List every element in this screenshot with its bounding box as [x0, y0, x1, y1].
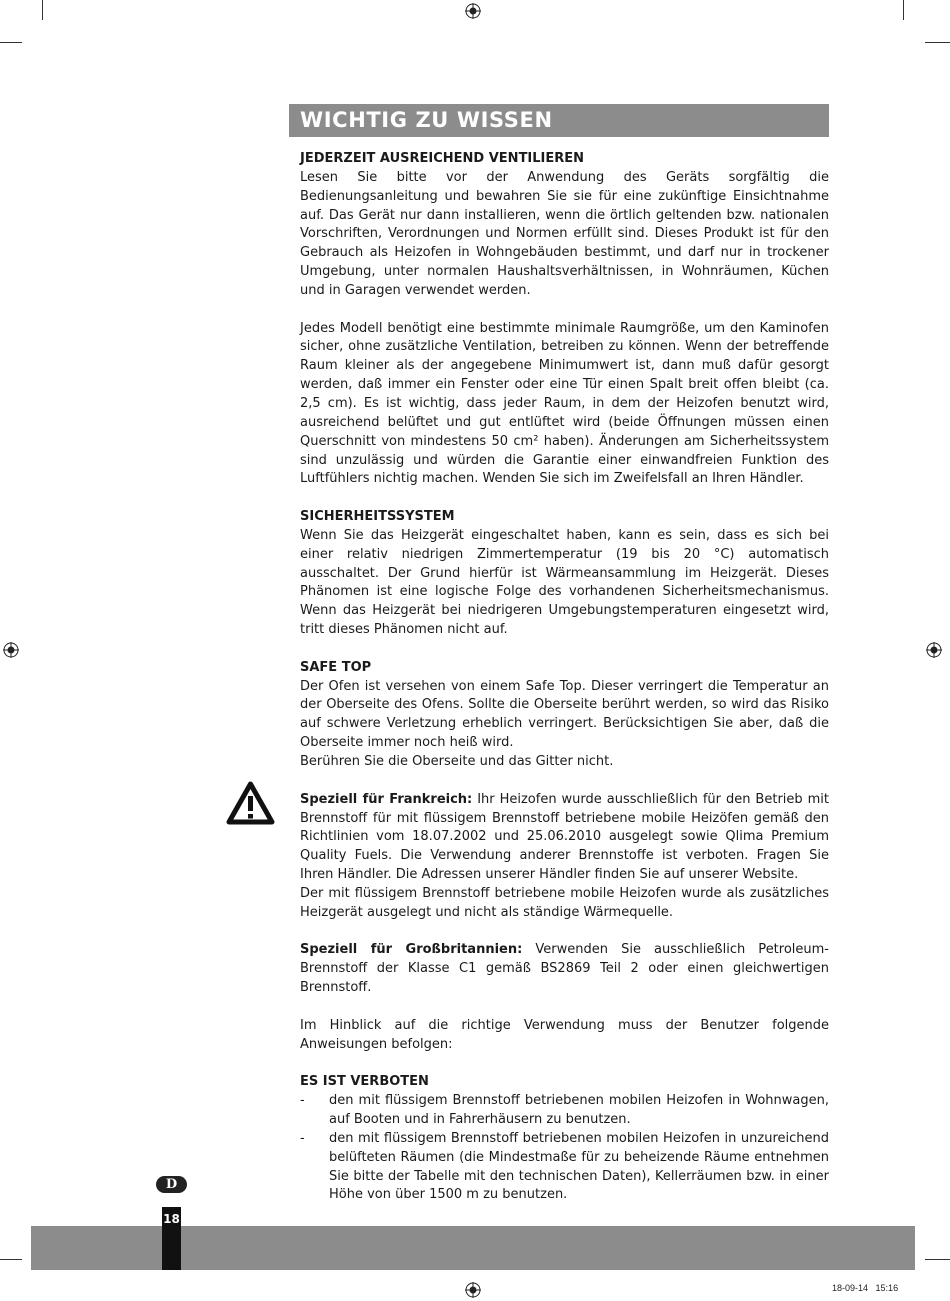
- uk-text: Verwenden Sie ausschließlich Petroleum-Brennstoff der Klasse C1 gemäß BS2869 Teil 2 oder einen gleichwertigen Brennstoff.: [300, 942, 829, 996]
- list-item-text: den mit flüssigem Brennstoff betriebenen mobilen Heizofen in unzureichend belüfteten Räumen (die Mindestmaße für zu beheizende Räume entnehmen Sie bitte der Tabelle mit den technischen Daten), Kellerräumen bzw. in einer Höhe von über 1500 m zu benutzen.: [329, 1130, 829, 1203]
- warning-triangle-icon: [226, 781, 275, 826]
- usage-intro: Im Hinblick auf die richtige Verwendung muss der Benutzer folgende Anweisungen befolgen:: [300, 1017, 829, 1052]
- france-label: Speziell für Frankreich:: [300, 791, 473, 807]
- crop-mark: [42, 0, 43, 20]
- section-heading-ventilation: JEDERZEIT AUSREICHEND VENTILIEREN: [300, 151, 585, 166]
- section-heading-forbidden: ES IST VERBOTEN: [300, 1074, 429, 1090]
- crop-mark: [925, 42, 950, 43]
- document-body: [300, 150, 829, 1205]
- section-heading-safety-system: SICHERHEITSSYSTEM: [300, 509, 455, 525]
- page-number: 18: [162, 1207, 181, 1270]
- france-text: Ihr Heizofen wurde ausschließlich für den Betrieb mit Brennstoff für mit flüssigem Brennstoff betriebene mobile Heizöfen gemäß den Richtlinien vom 18.07.2002 und 25.06.2010 ausgelegt sowie Qlima Premium Quality Fuels. Die Verwendung anderer Brennstoffe ist verboten. Fragen Sie Ihren Händler. Die Adressen unserer Händler finden Sie auf unserer Website.: [300, 791, 829, 883]
- ventilation-paragraph: Lesen Sie bitte vor der Anwendung des Geräts sorgfältig die Bedienungsanleitung und bewahren Sie sie für eine zukünftige Einsichtnahme auf. Das Gerät nur dann installieren, wenn die örtlich geltenden bzw. nationalen Vorschriften, Verordnungen und Normen erfüllt sind. Dieses Produkt ist für den Gebrauch als Heizofen in Wohngebäuden bestimmt, und darf nur in trockener Umgebung, unter normalen Haushaltsverhältnissen, in Wohnräumen, Küchen und in Garagen verwendet werden.: [300, 169, 829, 298]
- registration-mark-icon: [465, 1282, 481, 1298]
- slug-time: 15:16: [875, 1283, 899, 1293]
- list-dash: -: [300, 1093, 305, 1109]
- list-item-text: den mit flüssigem Brennstoff betriebenen mobilen Heizofen in Wohnwagen, auf Booten und in Fahrerhäusern zu benutzen.: [329, 1093, 829, 1128]
- france-paragraph-2: Der mit flüssigem Brennstoff betriebene mobile Heizofen wurde als zusätzliches Heizgerät ausgelegt und nicht als ständige Wärmequelle.: [300, 885, 829, 920]
- language-badge: D: [156, 1176, 187, 1193]
- uk-label: Speziell für Großbritannien:: [300, 942, 523, 958]
- crop-mark: [925, 1259, 950, 1260]
- safety-system-paragraph: Wenn Sie das Heizgerät eingeschaltet haben, kann es sein, dass es sich bei einer relativ niedrigen Zimmertemperatur (19 bis 20 °C) automatisch ausschaltet. Der Grund hierfür ist Wärmeansammlung im Heizgerät. Dieses Phänomen ist eine logische Folge des vorhandenen Sicherheitsmechanismus. Wenn das Heizgerät bei niedrigeren Umgebungstemperaturen eingesetzt wird, tritt dieses Phänomen nicht auf.: [300, 527, 829, 638]
- list-dash: -: [300, 1130, 305, 1146]
- uk-paragraph: [300, 941, 829, 998]
- registration-mark-icon: [3, 642, 19, 658]
- crop-mark: [903, 0, 904, 20]
- print-slug: [832, 1283, 898, 1293]
- registration-mark-icon: [465, 3, 481, 19]
- list-item: [300, 1092, 829, 1130]
- crop-mark: [0, 1259, 22, 1260]
- page-title: WICHTIG ZU WISSEN: [289, 104, 829, 137]
- list-item: [300, 1130, 829, 1205]
- slug-date: 18-09-14: [832, 1283, 869, 1293]
- crop-mark: [0, 42, 22, 43]
- section-heading-safe-top: SAFE TOP: [300, 659, 372, 675]
- safe-top-paragraph: Der Ofen ist versehen von einem Safe Top. Dieser verringert die Temperatur an der Oberseite des Ofens. Sollte die Oberseite berührt werden, so wird das Risiko auf schwere Verletzung erheblich verringert. Berücksichtigen Sie aber, daß die Oberseite immer noch heiß wird.: [300, 678, 829, 751]
- registration-mark-icon: [926, 642, 942, 658]
- france-paragraph: [300, 791, 829, 885]
- room-size-paragraph: Jedes Modell benötigt eine bestimmte minimale Raumgröße, um den Kaminofen sicher, ohne zusätzliche Ventilation, betreiben zu können. Wenn der betreffende Raum kleiner als der angegebene Minimumwert ist, dann muß dafür gesorgt werden, daß immer ein Fenster oder eine Tür einen Spalt breit offen bleibt (ca. 2,5 cm). Es ist wichtig, dass jeder Raum, in dem der Heizofen benutzt wird, ausreichend belüftet und gut entlüftet wird (beide Öffnungen müssen einen Querschnitt von mindestens 50 cm² haben). Änderungen am Sicherheitssystem sind unzulässig und würden die Garantie einer einwandfreien Funktion des Luftfühlers nichtig machen. Wenden Sie sich im Zweifelsfall an Ihren Händler.: [300, 320, 829, 487]
- safe-top-warning: Berühren Sie die Oberseite und das Gitter nicht.: [300, 754, 614, 769]
